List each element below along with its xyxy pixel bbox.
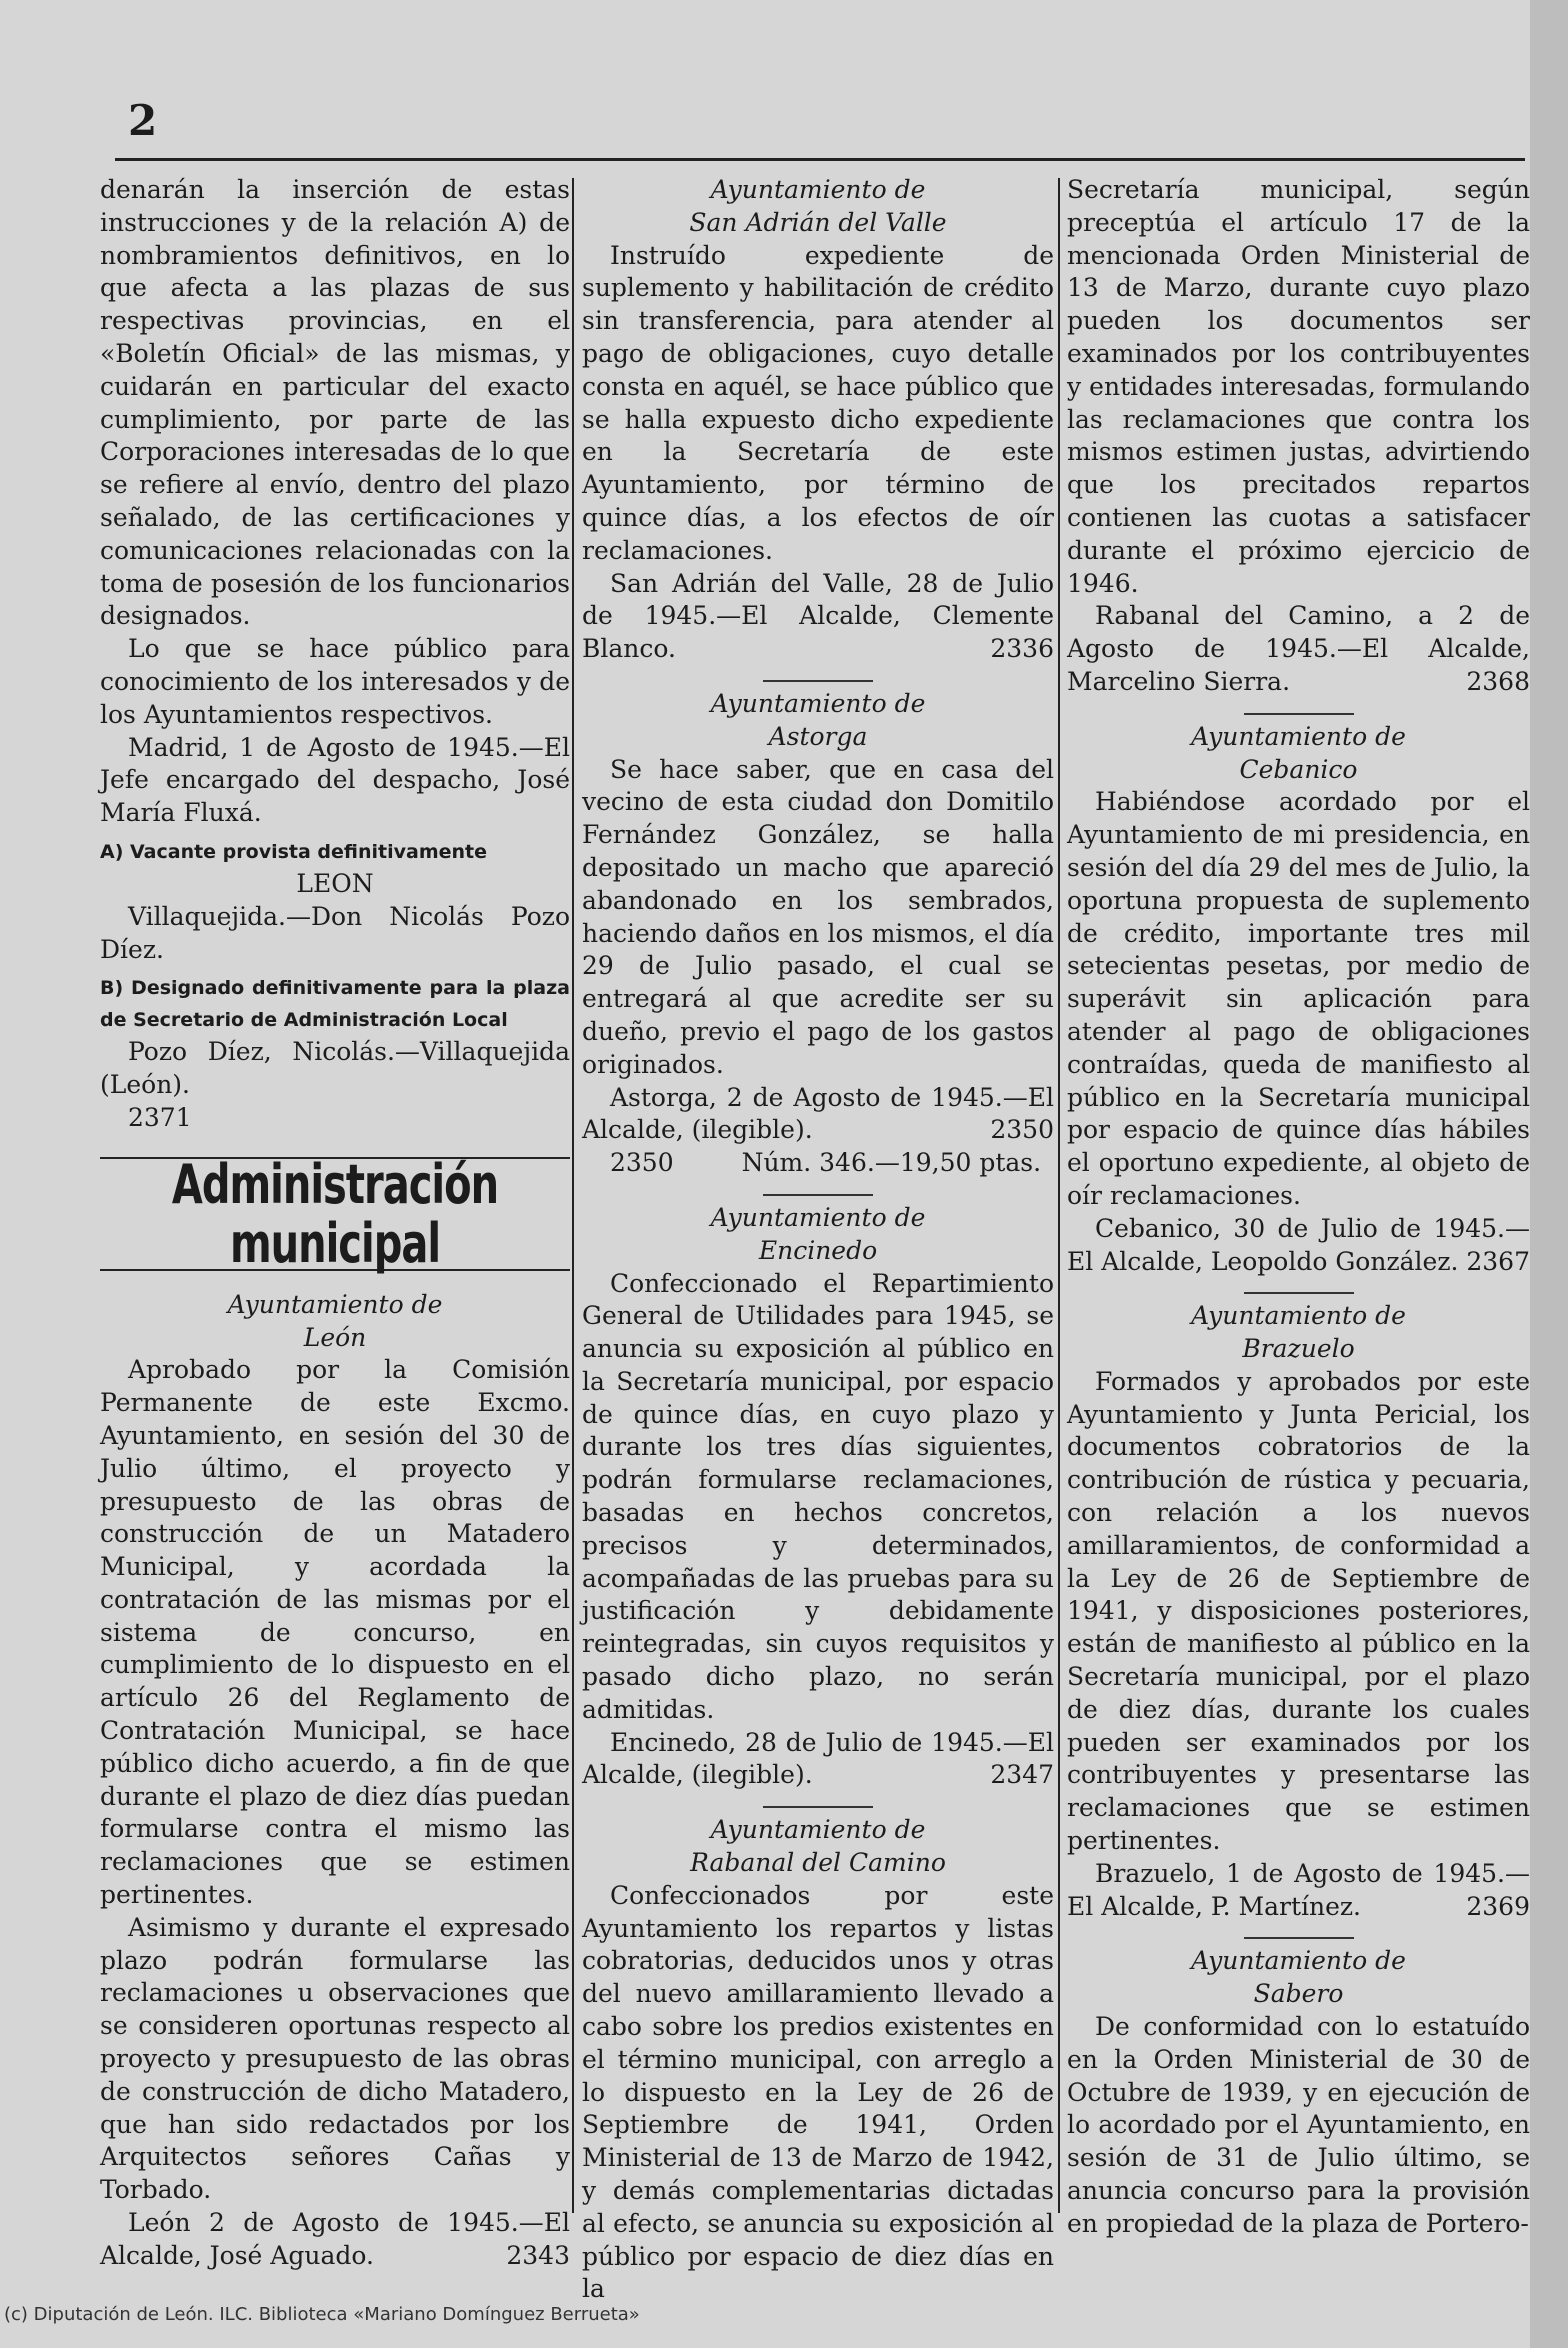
signature: Brazuelo, 1 de Agosto de 1945.—El Alcalde, P. Martínez. xyxy=(1067,1858,1530,1921)
paragraph: Confeccionados por este Ayuntamiento los repartos y listas cobratorias, deducidos unos y otras del nuevo amillaramiento llevado a cabo sobre los predios existentes en el término municipal, con arreglo a lo dispuesto en la Ley de 26 de Septiembre de 1941, Orden Ministerial de 13 de Marzo de 1942, y demás complementarias dictadas al efecto, se anuncia su exposición al público por espacio de diez días en la xyxy=(582,1880,1054,2304)
fee: Núm. 346.—19,50 ptas. xyxy=(741,1148,1042,1178)
department-title: Administración municipal xyxy=(171,1153,499,1276)
reference-number: 2368 xyxy=(1466,666,1530,696)
signature: León 2 de Agosto de 1945.—El Alcalde, José Aguado. xyxy=(100,2208,570,2270)
notice-heading: Ayuntamiento de xyxy=(710,175,926,204)
notice-heading: Rabanal del Camino xyxy=(690,1848,946,1878)
paragraph: De conformidad con lo estatuído en la Orden Ministerial de 30 de Octubre de 1939, y en ejecución de lo acordado por el Ayuntamiento, en sesión de 31 de Julio último, se anuncia concurso para la provisión en propiedad de la plaza de Portero- xyxy=(1067,2012,1530,2238)
paragraph: Asimismo y durante el expresado plazo podrán formularse las reclamaciones u observaciones que se consideren oportunas respecto al proyecto y presupuesto de las obras de construcción de dicho Matadero, que han sido redactados por los Arquitectos señores Cañas y Torbado. xyxy=(100,1912,570,2205)
divider xyxy=(763,1194,873,1196)
paragraph: Aprobado por la Comisión Permanente de este Excmo. Ayuntamiento, en sesión del 30 de Julio último, el proyecto y presupuesto de las obras de construcción de un Matadero Municipal, y acordada la contratación de las mismas por el sistema de concurso, en cumplimiento de lo dispuesto en el artículo 26 del Reglamento de Contratación Municipal, se hace público dicho acuerdo, a fin de que durante el plazo de diez días puedan formularse contra el mismo las reclamaciones que se estimen pertinentes. xyxy=(100,1355,570,1910)
notice-heading: Sabero xyxy=(1253,1979,1344,2009)
notice-heading: Ayuntamiento de xyxy=(710,1815,926,1845)
signature: Cebanico, 30 de Julio de 1945.—El Alcalde, Leopoldo González. xyxy=(1067,1213,1530,1276)
paragraph: Lo que se hace público para conocimiento de los interesados y de los Ayuntamientos respectivos. xyxy=(100,634,570,729)
notice-heading: Encinedo xyxy=(758,1235,878,1265)
paragraph: Secretaría municipal, según preceptúa el artículo 17 de la mencionada Orden Ministerial de 13 de Marzo, durante cuyo plazo pueden los documentos ser examinados por los contribuyentes y entidades interesadas, formulando las reclamaciones que contra los mismos estimen justas, advirtiendo que los precitados repartos contienen las cuotas a satisfacer durante el próximo ejercicio de 1946. xyxy=(1067,175,1530,598)
divider xyxy=(763,1806,873,1808)
reference-number: 2350 xyxy=(610,1148,674,1178)
reference-number: 2350 xyxy=(990,1115,1054,1145)
signature: Encinedo, 28 de Julio de 1945.—El Alcalde, (ilegible). xyxy=(582,1727,1054,1790)
fee-line xyxy=(582,1147,1054,1180)
notice-heading: Brazuelo xyxy=(1242,1334,1355,1364)
paragraph: denarán la inserción de estas instrucciones y de la relación A) de nombramientos definitivos, en lo que afecta a las plazas de sus respectivas provincias, en el «Boletín Oficial» de las mismas, y cuidarán en particular del exacto cumplimiento, por parte de las Corporaciones interesadas de lo que se refiere al envío, dentro del plazo señalado, de las certificaciones y comunicaciones relacionadas con la toma de posesión de los funcionarios designados. xyxy=(100,175,570,631)
paragraph: Formados y aprobados por este Ayuntamiento y Junta Pericial, los documentos cobratorios de la contribución de rústica y pecuaria, con relación a los nuevos amillaramientos, de conformidad a la Ley de 26 de Septiembre de 1941, y disposiciones posteriores, están de manifiesto al público en la Secretaría municipal, por el plazo de diez días, durante los cuales pueden ser examinados por los contribuyentes y presentarse las reclamaciones que se estimen pertinentes. xyxy=(1067,1366,1530,1856)
reference-number: 2336 xyxy=(990,634,1054,664)
reference-number: 2369 xyxy=(1466,1891,1530,1921)
column-2 xyxy=(582,174,1054,2306)
department-banner xyxy=(100,1153,570,1276)
notice-heading: Cebanico xyxy=(1239,754,1358,784)
signature: San Adrián del Valle, 28 de Julio de 1945.—El Alcalde, Clemente Blanco. xyxy=(582,568,1054,664)
paragraph: Instruído expediente de suplemento y habilitación de crédito sin transferencia, para atender al pago de obligaciones, cuyo detalle consta en aquél, se hace público que se halla expuesto dicho expediente en la Secretaría de este Ayuntamiento, por término de quince días, a los efectos de oír reclamaciones. xyxy=(582,240,1054,565)
notice-heading: Ayuntamiento de xyxy=(710,688,926,718)
signature: Rabanal del Camino, a 2 de Agosto de 1945.—El Alcalde, Marcelino Sierra. xyxy=(1067,601,1530,696)
divider xyxy=(763,680,873,682)
column-3 xyxy=(1067,174,1530,2241)
province-heading: LEON xyxy=(296,868,374,898)
divider xyxy=(1244,1292,1354,1294)
paragraph: Se hace saber, que en casa del vecino de esta ciudad don Domitilo Fernández González, se halla depositado un macho que apareció abandonado en los sembrados, haciendo daños en los mismos, el día 29 de Julio pasado, el cual se entregará al que acredite ser su dueño, previo el pago de los gastos originados. xyxy=(582,754,1054,1079)
notice-heading: Astorga xyxy=(768,721,868,751)
top-rule xyxy=(115,158,1525,161)
paragraph: Habiéndose acordado por el Ayuntamiento de mi presidencia, en sesión del día 29 del mes de Julio, la oportuna propuesta de suplemento de crédito, importante tres mil setecientas pesetas, por medio de superávit sin aplicación para atender al pago de obligaciones contraídas, queda de manifiesto al público en la Secretaría municipal por espacio de quince días hábiles el oportuno expediente, al objeto de oír reclamaciones. xyxy=(1067,787,1530,1210)
paragraph: Villaquejida.—Don Nicolás Pozo Díez. xyxy=(100,901,570,964)
column-divider xyxy=(1058,178,1060,2213)
section-heading: A) Vacante provista definitivamente xyxy=(100,840,488,863)
notice-heading: Ayuntamiento de xyxy=(1191,721,1406,751)
notice-heading: Ayuntamiento de xyxy=(1191,1301,1406,1331)
section-heading: B) Designado definitivamente para la plaza de Secretario de Administración Local xyxy=(100,977,570,1032)
reference-number: 2371 xyxy=(128,1102,192,1132)
signature: Madrid, 1 de Agosto de 1945.—El Jefe encargado del despacho, José María Fluxá. xyxy=(100,732,570,828)
notice-heading: San Adrián del Valle xyxy=(689,207,947,237)
reference-number: 2347 xyxy=(990,1760,1054,1790)
column-1 xyxy=(100,174,570,2273)
reference-number: 2343 xyxy=(506,2240,570,2270)
signature: Astorga, 2 de Agosto de 1945.—El Alcalde, (ilegible). xyxy=(582,1082,1054,1145)
notice-heading: Ayuntamiento de xyxy=(710,1202,926,1232)
reference-number: 2367 xyxy=(1466,1246,1530,1276)
divider xyxy=(1244,713,1354,715)
page-number: 2 xyxy=(128,96,158,145)
notice-heading: León xyxy=(303,1322,367,1352)
notice-heading: Ayuntamiento de xyxy=(227,1289,443,1319)
copyright-credit: (c) Diputación de León. ILC. Biblioteca «Mariano Domínguez Berrueta» xyxy=(4,2304,640,2325)
paragraph: Confeccionado el Repartimiento General de Utilidades para 1945, se anuncia su exposición al público en la Secretaría municipal, por espacio de quince días, en cuyo plazo y durante los tres días siguientes, podrán formularse reclamaciones, basadas en hechos concretos, precisos y determinados, acompañadas de las pruebas para su justificación y debidamente reintegradas, sin cuyos requisitos y pasado dicho plazo, no serán admitidas. xyxy=(582,1268,1054,1724)
divider xyxy=(1244,1937,1354,1939)
notice-heading: Ayuntamiento de xyxy=(1191,1946,1406,1976)
paragraph: Pozo Díez, Nicolás.—Villaquejida (León). xyxy=(100,1037,570,1100)
column-divider xyxy=(572,178,574,2213)
